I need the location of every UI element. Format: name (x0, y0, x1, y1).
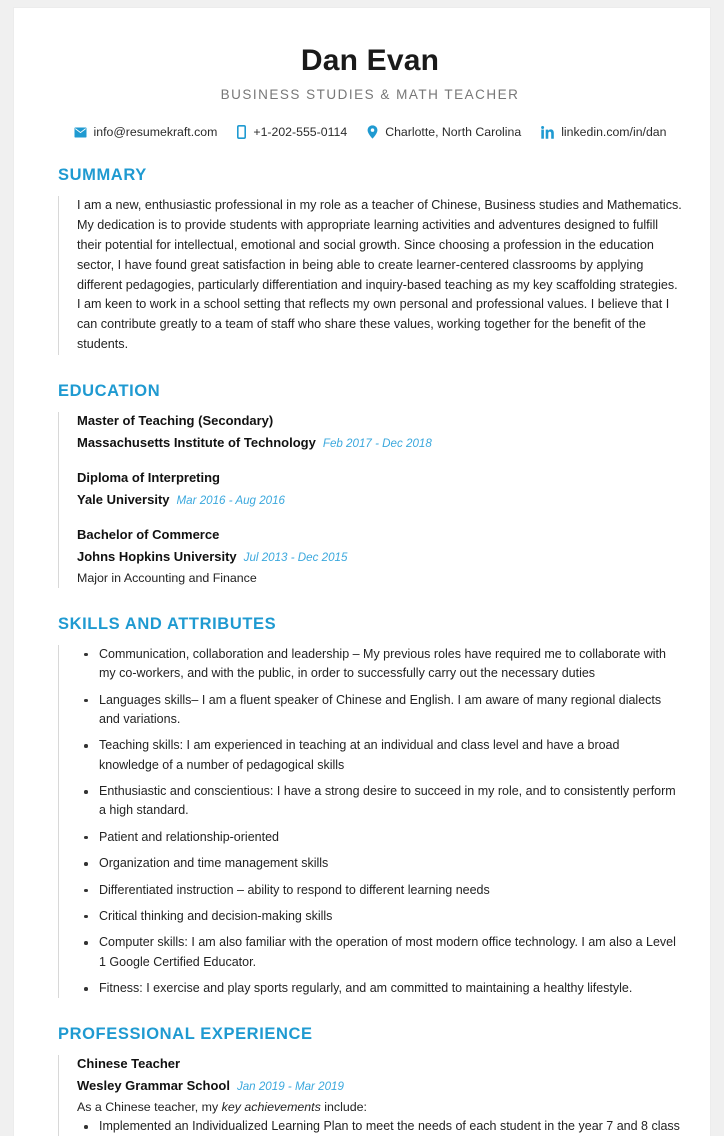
skills-body (58, 645, 682, 999)
experience-intro (77, 1098, 682, 1117)
location-icon (367, 125, 378, 139)
list-item: Fitness: I exercise and play sports regularly, and am committed to maintaining a healthy lifestyle. (77, 979, 682, 998)
contact-phone-text: +1-202-555-0114 (253, 125, 348, 139)
experience-intro-after: include: (320, 1100, 367, 1115)
section-title-experience: PROFESSIONAL EXPERIENCE (58, 1025, 313, 1044)
education-note: Major in Accounting and Finance (77, 571, 257, 586)
list-item: Computer skills: I am also familiar with the operation of most modern office technology. I am also a Level 1 Google Certified Educator. (77, 933, 682, 972)
section-title-education: EDUCATION (58, 382, 161, 401)
education-school-line (77, 488, 682, 511)
list-item: Critical thinking and decision-making skills (77, 907, 682, 926)
education-school: Yale University (77, 492, 170, 507)
resume-header (58, 44, 682, 139)
experience-company-line (77, 1074, 682, 1097)
resume-content (14, 8, 710, 1136)
section-experience (58, 1025, 682, 1136)
contact-email[interactable] (74, 125, 218, 139)
section-summary (58, 166, 682, 355)
education-school-line (77, 545, 682, 568)
education-degree: Master of Teaching (Secondary) (77, 413, 274, 429)
contact-row (58, 125, 682, 139)
candidate-name: Dan Evan (300, 44, 440, 77)
contact-email-text: info@resumekraft.com (93, 125, 218, 139)
list-item: Communication, collaboration and leadership – My previous roles have required me to collaborate with my co-workers, and with the public, in order to successfully carry out the necessary duties (77, 645, 682, 684)
education-school: Johns Hopkins University (77, 549, 237, 565)
phone-icon (237, 125, 246, 139)
experience-intro-emphasis: key achievements (221, 1100, 321, 1115)
list-item: Enthusiastic and conscientious: I have a strong desire to succeed in my role, and to consistently perform a high standard. (77, 782, 682, 821)
education-degree: Bachelor of Commerce (77, 527, 220, 543)
contact-linkedin-text: linkedin.com/in/dan (561, 125, 667, 139)
list-item: Teaching skills: I am experienced in teaching at an individual and class level and have a broad knowledge of a number of pedagogical skills (77, 736, 682, 775)
list-item: Implemented an Individualized Learning Plan to meet the needs of each student in the year 7 and 8 class (77, 1117, 682, 1136)
list-item: Languages skills– I am a fluent speaker of Chinese and English. I am aware of many regional dialects and variations. (77, 691, 682, 730)
education-entry (77, 526, 682, 588)
education-school-line (77, 431, 682, 454)
section-education (58, 382, 682, 588)
education-dates: Feb 2017 - Dec 2018 (322, 436, 432, 450)
summary-text: I am a new, enthusiastic professional in my role as a teacher of Chinese, Business studies and Mathematics. My dedication is to provide students with appropriate learning activities and adventures designed to fulfill their potential for intellectual, emotional and social growth. Since choosing a profession in the education sector, I have found great satisfaction in being able to create learner-centered classrooms by applying different pedagogies, particularly differentiation and inquiry-based teaching as my key scaffolding strategies. I am keen to work in a school setting that reflects my own personal and professional values. I believe that I can contribute greatly to a team of staff who share these values, working together for the benefit of the students. (77, 198, 682, 352)
education-school: Massachusetts Institute of Technology (77, 434, 316, 450)
contact-phone[interactable] (237, 125, 347, 139)
summary-body (58, 196, 682, 355)
experience-entry (77, 1055, 682, 1136)
education-entry (77, 412, 682, 454)
contact-linkedin[interactable] (541, 125, 666, 139)
section-skills (58, 615, 682, 999)
section-title-skills: SKILLS AND ATTRIBUTES (58, 614, 277, 633)
candidate-job-title: BUSINESS STUDIES & MATH TEACHER (220, 87, 520, 102)
list-item: Differentiated instruction – ability to respond to different learning needs (77, 881, 682, 900)
experience-role: Chinese Teacher (77, 1056, 181, 1072)
email-icon (74, 127, 87, 138)
resume-page (14, 8, 710, 1136)
contact-location[interactable] (367, 125, 521, 139)
education-entry (77, 469, 682, 511)
experience-intro-before: As a Chinese teacher, my (77, 1100, 222, 1115)
section-title-summary: SUMMARY (58, 166, 147, 184)
contact-location-text: Charlotte, North Carolina (385, 125, 522, 139)
experience-body (58, 1055, 682, 1136)
experience-achievements-list (77, 1117, 682, 1136)
education-body (58, 412, 682, 588)
experience-dates: Jan 2019 - Mar 2019 (236, 1080, 344, 1094)
linkedin-icon (541, 126, 554, 139)
education-dates: Mar 2016 - Aug 2016 (176, 494, 285, 507)
education-degree: Diploma of Interpreting (77, 470, 220, 486)
experience-company: Wesley Grammar School (77, 1078, 230, 1094)
skills-list (77, 645, 682, 999)
education-dates: Jul 2013 - Dec 2015 (243, 551, 348, 565)
list-item: Patient and relationship-oriented (77, 828, 682, 847)
list-item: Organization and time management skills (77, 854, 682, 873)
